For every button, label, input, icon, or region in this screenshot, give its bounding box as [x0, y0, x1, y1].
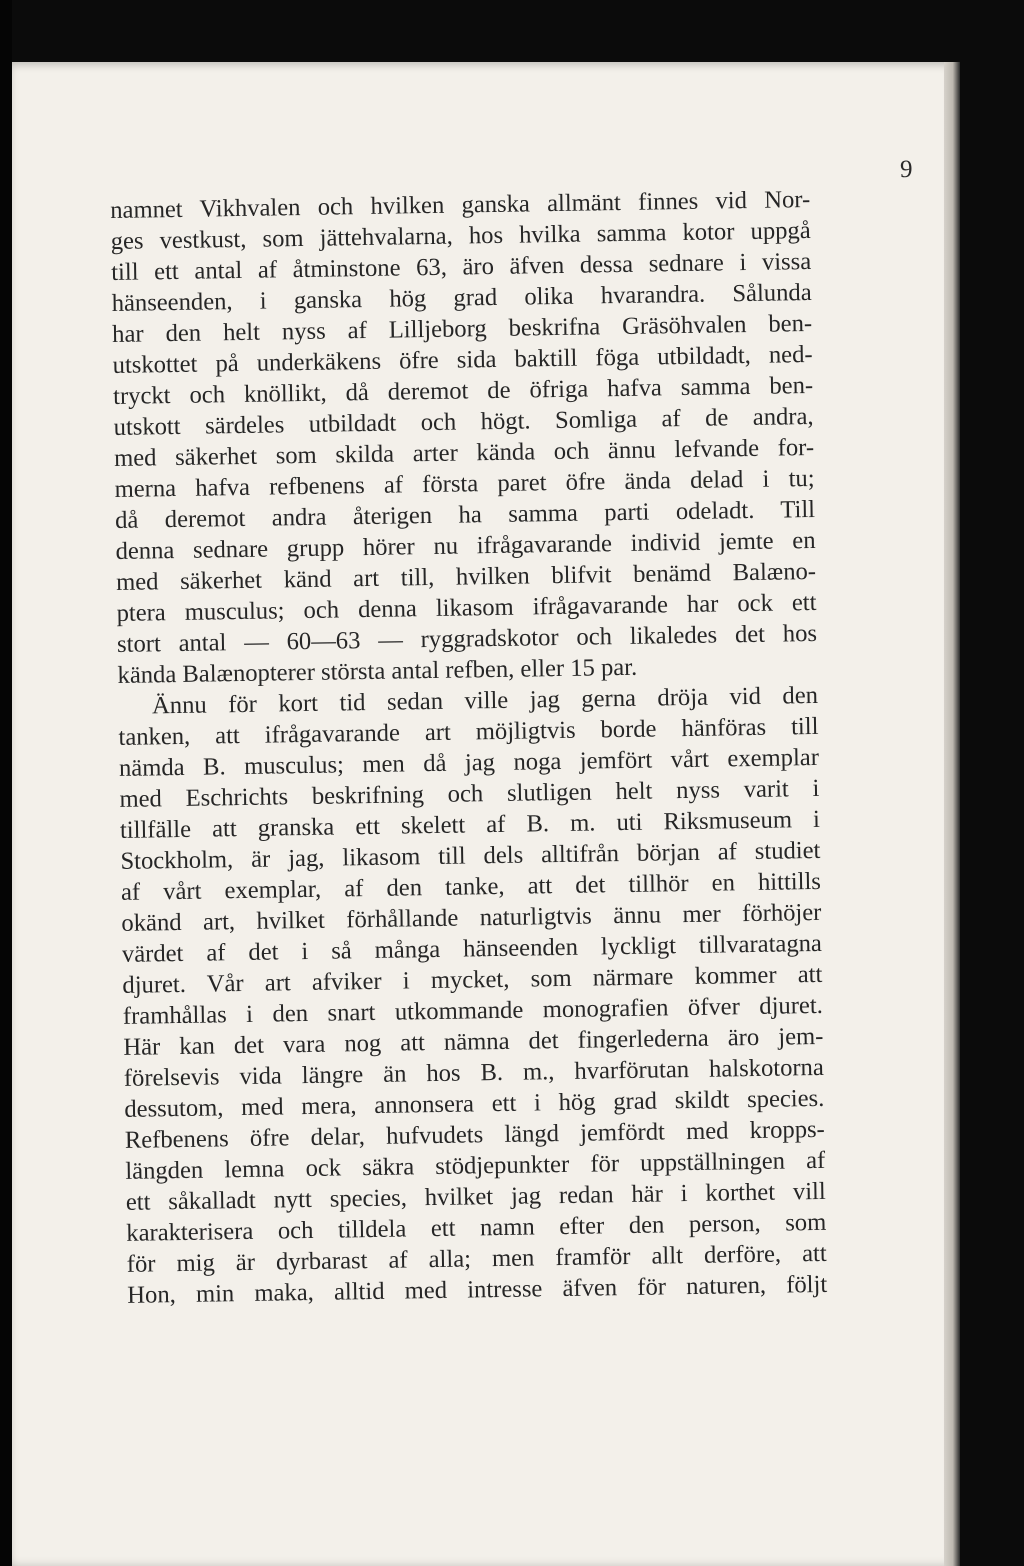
text-line: tryckt och knöllikt, då deremot de öfriga hafva samma ben- — [112, 371, 814, 410]
text-line: ett såkalladt nytt species, hvilket jag redan här i korthet vill — [125, 1177, 826, 1216]
text-line: kända Balænopterer största antal refben, eller 15 par. — [117, 653, 638, 689]
text-line: för mig är dyrbarast af alla; men framför allt derföre, att — [126, 1239, 827, 1278]
text-line: Ännu för kort tid sedan ville jag gerna dröja vid den — [151, 681, 819, 720]
text-line: dessutom, med mera, annonsera ett i hög grad skildt species. — [124, 1084, 825, 1123]
text-line: med säkerhet som skilda arter kända och ännu lefvande for- — [113, 433, 815, 472]
text-line: karakterisera och tilldela ett namn efter den person, som — [126, 1208, 827, 1247]
text-line: nämda B. musculus; men då jag noga jemfört vårt exemplar — [118, 743, 820, 782]
text-line: med Eschrichts beskrifning och slutligen helt nyss varit i — [119, 774, 820, 813]
text-line: utskott särdeles utbildadt och högt. Somliga af de andra, — [113, 402, 814, 441]
text-line: hänseenden, i ganska hög grad olika hvarandra. Sålunda — [111, 278, 812, 317]
text-line: utskottet på underkäkens öfre sida baktill föga utbildadt, ned- — [112, 340, 813, 379]
text-line: värdet af det i så många hänseenden lyckligt tillvaratagna — [121, 929, 823, 968]
text-line: namnet Vikhvalen och hvilken ganska allmänt finnes vid Nor- — [110, 186, 811, 224]
text-line: Refbenens öfre delar, hufvudets längd jemfördt med kropps- — [124, 1115, 825, 1154]
text-line: Hon, min maka, alltid med intresse äfven för naturen, följt — [127, 1270, 828, 1309]
text-line: förelsevis vida längre än hos B. m., hvarförutan halskotorna — [123, 1053, 825, 1092]
text-line: har den helt nyss af Lilljeborg beskrifna Gräsöhvalen ben- — [111, 309, 813, 348]
text-line: stort antal — 60—63 — ryggradskotor och likaledes det hos — [116, 619, 818, 658]
text-line: tanken, att ifrågavarande art möjligtvis borde hänföras till — [118, 712, 819, 751]
text-line: med säkerhet känd art till, hvilken blifvit benämd Balæno- — [115, 557, 817, 596]
text-line: Stockholm, är jag, likasom till dels alltifrån början af studiet — [120, 836, 821, 875]
text-line: djuret. Vår art afviker i mycket, som närmare kommer att — [122, 960, 823, 999]
text-line: okänd art, hvilket förhållande naturligtvis ännu mer förhöjer — [121, 898, 822, 937]
text-line: då deremot andra återigen ha samma parti odeladt. Till — [114, 495, 816, 534]
text-line: denna sednare grupp hörer nu ifrågavarande individ jemte en — [115, 526, 816, 565]
text-line: tillfälle att granska ett skelett af B. m. uti Riksmuseum i — [119, 805, 821, 844]
page-number: 9 — [900, 156, 913, 183]
text-line: merna hafva refbenens af första paret öfre ända delad i tu; — [114, 464, 815, 503]
text-line: till ett antal af åtminstone 63, äro äfven dessa sednare i vissa — [111, 247, 812, 286]
body-text — [110, 184, 827, 1311]
text-line: ges vestkust, som jättehvalarna, hos hvilka samma kotor uppgå — [110, 217, 811, 255]
text-line: framhållas i den snart utkommande monografien öfver djuret. — [122, 991, 824, 1030]
text-line: ptera musculus; och denna likasom ifrågavarande har ock ett — [116, 588, 817, 627]
scan-background-edge — [0, 0, 12, 1566]
text-line: af vårt exemplar, af den tanke, att det tillhör en hittills — [120, 867, 822, 906]
page-edge-shadow — [944, 62, 960, 1566]
text-line: längden lemna ock säkra stödjepunkter för uppställningen af — [125, 1146, 826, 1185]
text-line: Här kan det vara nog att nämna det fingerlederna äro jem- — [123, 1022, 824, 1061]
